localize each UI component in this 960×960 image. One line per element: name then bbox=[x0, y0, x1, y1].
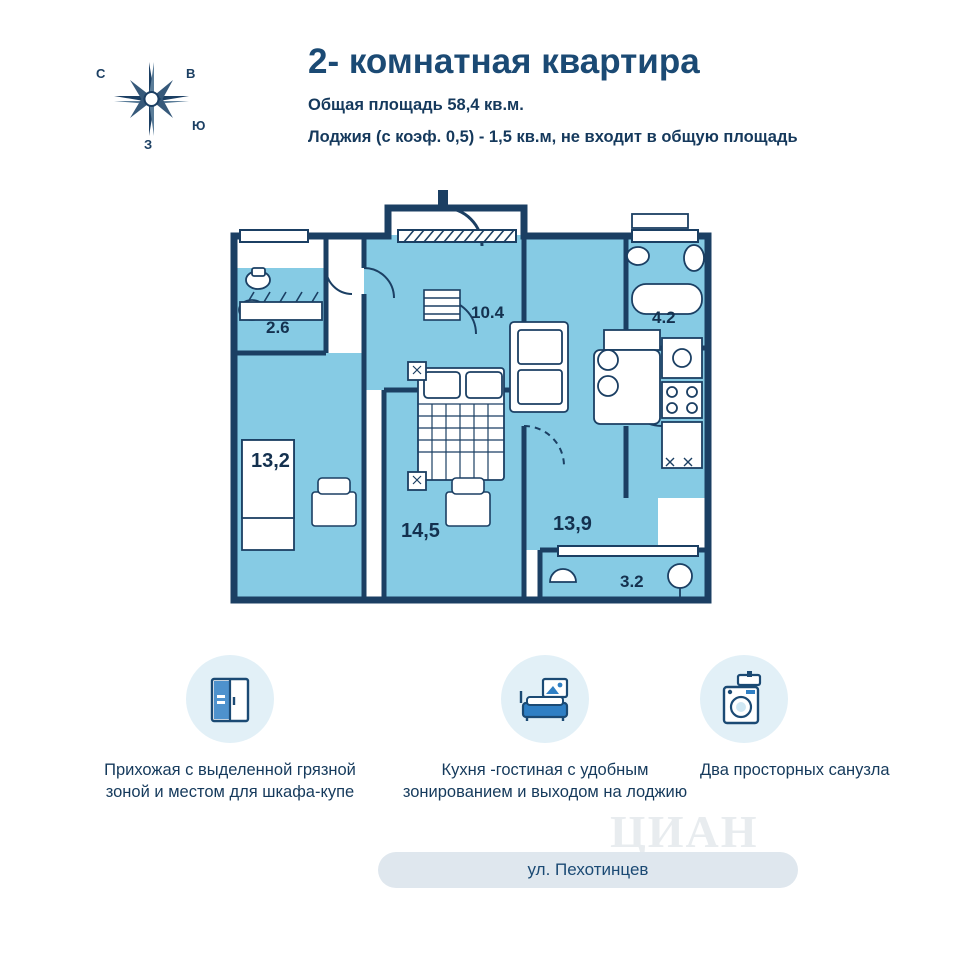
compass-label-west: Ю bbox=[192, 118, 206, 133]
compass-label-north: С bbox=[96, 66, 106, 81]
area-label-hall: 10.4 bbox=[471, 303, 505, 322]
area-label-kitchen: 13,9 bbox=[553, 513, 592, 535]
area-label-loggia: 3.2 bbox=[620, 572, 644, 591]
loggia-note: Лоджия (с коэф. 0,5) - 1,5 кв.м, не входит в общую площадь bbox=[308, 128, 798, 146]
feature-hall-caption: Прихожая с выделенной грязной зоной и местом для шкафа-купе bbox=[104, 761, 356, 801]
feature-hall bbox=[85, 655, 375, 803]
feature-kitchen-living-caption: Кухня -гостиная с удобным зонированием и выходом на лоджию bbox=[402, 761, 688, 801]
page-title: 2- комнатная квартира bbox=[308, 42, 700, 81]
compass-label-south: З bbox=[144, 137, 153, 152]
area-label-living: 14,5 bbox=[401, 520, 440, 542]
total-area: Общая площадь 58,4 кв.м. bbox=[308, 96, 524, 114]
floor-plan bbox=[228, 190, 733, 610]
area-label-bath-small: 2.6 bbox=[266, 318, 290, 337]
sofa-icon bbox=[501, 655, 589, 743]
wardrobe-icon bbox=[186, 655, 274, 743]
watermark-text: ЦИАН bbox=[610, 806, 759, 857]
feature-bathrooms-caption: Два просторных санузла bbox=[700, 761, 890, 779]
street-label[interactable] bbox=[378, 852, 798, 888]
area-label-bedroom: 13,2 bbox=[251, 450, 290, 472]
washing-machine-icon bbox=[700, 655, 788, 743]
compass-label-east: В bbox=[186, 66, 196, 81]
compass-rose bbox=[92, 44, 212, 154]
feature-kitchen-living bbox=[400, 655, 690, 803]
area-label-bath-large: 4.2 bbox=[652, 308, 676, 327]
street-label-text: ул. Пехотинцев bbox=[527, 860, 649, 879]
feature-bathrooms bbox=[700, 655, 950, 781]
